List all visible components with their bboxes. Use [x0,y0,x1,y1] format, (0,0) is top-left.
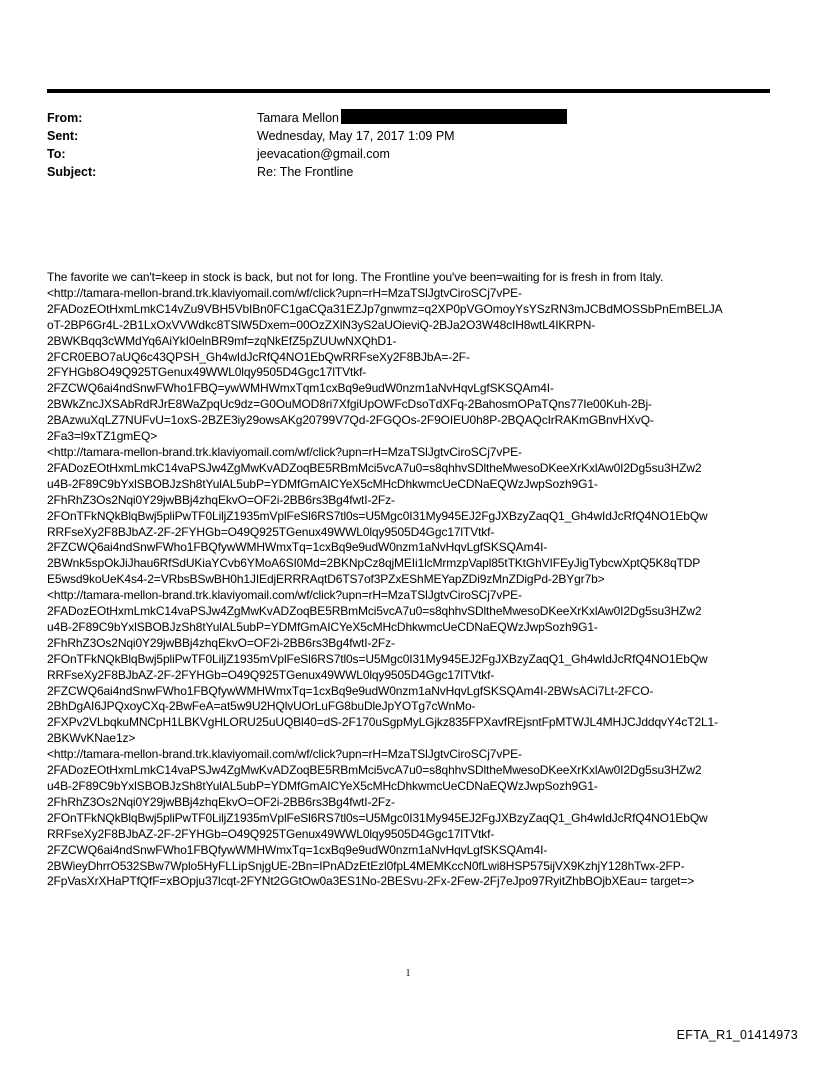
body-line: 2FYHGb8O49Q925TGenux49WWL0lqy9505D4Ggc17lTVtkf- [47,365,367,380]
body-line: RRFseXy2F8BJbAZ-2F-2FYHGb=O49Q925TGenux49WWL0lqy9505D4Ggc17lTVtkf- [47,524,495,539]
bates-number: EFTA_R1_01414973 [676,1028,798,1042]
body-line: 2BWnk5spOkJiJhau6RfSdUKiaYCvb6YMoA6SI0Md=2BKNpCz8qjMEIi1lcMrmzpVapl85tTKtGhVIFEyJigTybcwXptQ5K8qTDP [47,556,701,571]
page-number: 1 [405,968,411,979]
body-line: 2FZCWQ6ai4ndSnwFWho1FBQfywWMHWmxTq=1cxBq9e9udW0nzm1aNvHqvLgfSKSQAm4I- [47,842,548,857]
body-line: 2FXPv2VLbqkuMNCpH1LBKVgHLORU25uUQBl40=dS-2F170uSgpMyLGjkz835FPXavfREjsntFpMTWJL4MHJCJddqvY4cT2L1- [47,715,718,730]
sent-row [47,127,767,145]
body-line: 2FCR0EBO7aUQ6c43QPSH_Gh4wIdJcRfQ4NO1EbQwRRFseXy2F8BJbA=-2F- [47,349,470,364]
body-line: 2FZCWQ6ai4ndSnwFWho1FBQfywWMHWmxTq=1cxBq9e9udW0nzm1aNvHqvLgfSKSQAm4I-2BWsACi7Lt-2FCO- [47,683,654,698]
redaction-block [341,109,567,124]
body-line: 2FADozEOtHxmLmkC14vZu9VBH5VbIBn0FC1gaCQa31EZJp7gnwmz=q2XP0pVGOmoyYsYSzRN3mJCBdMOSSbPnEmBELJA [47,301,723,316]
email-header [47,109,767,181]
body-line: <http://tamara-mellon-brand.trk.klaviyomail.com/wf/click?upn=rH=MzaTSlJgtvCiroSCj7vPE- [47,444,522,459]
header-divider [47,89,770,93]
body-line: 2FOnTFkNQkBlqBwj5pliPwTF0LiljZ1935mVplFeSl6RS7tl0s=U5Mgc0I31My945EJ2FgJXBzyZaqQ1_Gh4wIdJcRfQ4NO1EbQw [47,508,708,523]
body-line: 2FADozEOtHxmLmkC14vaPSJw4ZgMwKvADZoqBE5RBmMci5vcA7u0=s8qhhvSDltheMwesoDKeeXrKxlAw0I2Dg5su3HZw2 [47,460,702,475]
body-line: 2FADozEOtHxmLmkC14vaPSJw4ZgMwKvADZoqBE5RBmMci5vcA7u0=s8qhhvSDltheMwesoDKeeXrKxlAw0I2Dg5su3HZw2 [47,604,702,619]
body-line: 2FhRhZ3Os2Nqi0Y29jwBBj4zhqEkvO=OF2i-2BB6rs3Bg4fwtI-2Fz- [47,635,395,650]
body-line: The favorite we can't=keep in stock is back, but not for long. The Frontline you've been=waiting for is fresh in from Italy. [47,270,664,284]
from-row [47,109,767,127]
from-value [257,109,767,127]
body-line: 2FOnTFkNQkBlqBwj5pliPwTF0LiljZ1935mVplFeSl6RS7tl0s=U5Mgc0I31My945EJ2FgJXBzyZaqQ1_Gh4wIdJcRfQ4NO1EbQw [47,810,708,825]
from-name: Tamara Mellon [257,111,339,125]
body-line: u4B-2F89C9bYxlSBOBJzSh8tYulAL5ubP=YDMfGmAICYeX5cMHcDhkwmcUeCDNaEQWzJwpSozh9G1- [47,779,598,793]
body-line: 2FhRhZ3Os2Nqi0Y29jwBBj4zhqEkvO=OF2i-2BB6rs3Bg4fwtI-2Fz- [47,492,395,507]
body-line: 2BWieyDhrrO532SBw7Wplo5HyFLLipSnjgUE-2Bn=IPnADzEtEzl0fpL4MEMKccN0fLwi8HSP575ijVX9KzhjY128hTwx-2FP- [47,858,685,873]
body-line: RRFseXy2F8BJbAZ-2F-2FYHGb=O49Q925TGenux49WWL0lqy9505D4Ggc17lTVtkf- [47,667,495,682]
body-line: 2BKWvKNae1z> [47,731,136,746]
subject-row [47,163,767,181]
body-line: 2Fa3=l9xTZ1gmEQ> [47,429,158,444]
email-body [47,270,772,890]
subject-label: Subject: [47,165,97,179]
body-line: <http://tamara-mellon-brand.trk.klaviyomail.com/wf/click?upn=rH=MzaTSlJgtvCiroSCj7vPE- [47,747,522,762]
from-label: From: [47,111,83,125]
sent-label: Sent: [47,129,79,143]
body-line: 2FADozEOtHxmLmkC14vaPSJw4ZgMwKvADZoqBE5RBmMci5vcA7u0=s8qhhvSDltheMwesoDKeeXrKxlAw0I2Dg5su3HZw2 [47,763,702,778]
body-line: 2FhRhZ3Os2Nqi0Y29jwBBj4zhqEkvO=OF2i-2BB6rs3Bg4fwtI-2Fz- [47,794,395,809]
subject-value: Re: The Frontline [257,165,354,179]
body-line: <http://tamara-mellon-brand.trk.klaviyomail.com/wf/click?upn=rH=MzaTSlJgtvCiroSCj7vPE- [47,285,522,300]
to-label: To: [47,147,66,161]
body-line: u4B-2F89C9bYxlSBOBJzSh8tYulAL5ubP=YDMfGmAICYeX5cMHcDhkwmcUeCDNaEQWzJwpSozh9G1- [47,476,598,491]
sent-value: Wednesday, May 17, 2017 1:09 PM [257,129,455,143]
body-line: 2BWKBqq3cWMdYq6AiYkI0elnBR9mf=zqNkEfZ5pZUUwNXQhD1- [47,333,397,348]
body-line: oT-2BP6Gr4L-2B1LxOxVVWdkc8TSlW5Dxem=00OzZXlN3yS2aUOieviQ-2BJa2O3W48cIH8wtL4IKRPN- [47,317,596,332]
body-line: 2FOnTFkNQkBlqBwj5pliPwTF0LiljZ1935mVplFeSl6RS7tl0s=U5Mgc0I31My945EJ2FgJXBzyZaqQ1_Gh4wIdJcRfQ4NO1EbQw [47,651,708,666]
body-line: RRFseXy2F8BJbAZ-2F-2FYHGb=O49Q925TGenux49WWL0lqy9505D4Ggc17lTVtkf- [47,826,495,841]
body-line: 2BAzwuXqLZ7NUFvU=1oxS-2BZE3iy29owsAKg20799V7Qd-2FGQOs-2F9OIEU0h8P-2BQAQcIrRAKmGBnvHXvQ- [47,413,654,428]
to-row [47,145,767,163]
body-line: E5wsd9koUeK4s4-2=VRbsBSwBH0h1JIEdjERRRAqtD6TS7of3PZxEShMEYapZDi9zMnZDigPd-2BYgr7b> [47,572,605,587]
body-line: 2BWkZncJXSAbRdRJrE8WaZpqUc9dz=G0OuMOD8ri7XfgiUpOWFcDsoTdXFq-2BahosmOPaTQns77Ie00Kuh-2Bj- [47,397,652,412]
to-value: jeevacation@gmail.com [257,147,390,161]
body-line: 2BhDgAI6JPQxoyCXq-2BwFeA=at5w9U2HQlvUOrLuFG8buDleJpYOTg7cWnMo- [47,699,476,714]
body-line: <http://tamara-mellon-brand.trk.klaviyomail.com/wf/click?upn=rH=MzaTSlJgtvCiroSCj7vPE- [47,588,522,603]
body-line: 2FZCWQ6ai4ndSnwFWho1FBQ=ywWMHWmxTqm1cxBq9e9udW0nzm1aNvHqvLgfSKSQAm4I- [47,381,554,396]
body-line: 2FpVasXrXHaPTfQfF=xBOpju37lcqt-2FYNt2GGtOw0a3ES1No-2BESvu-2Fx-2Few-2Fj7eJpo97RyitZhbBOjbXEau= target=> [47,874,695,889]
body-line: u4B-2F89C9bYxlSBOBJzSh8tYulAL5ubP=YDMfGmAICYeX5cMHcDhkwmcUeCDNaEQWzJwpSozh9G1- [47,619,598,634]
body-line: 2FZCWQ6ai4ndSnwFWho1FBQfywWMHWmxTq=1cxBq9e9udW0nzm1aNvHqvLgfSKSQAm4I- [47,540,548,555]
